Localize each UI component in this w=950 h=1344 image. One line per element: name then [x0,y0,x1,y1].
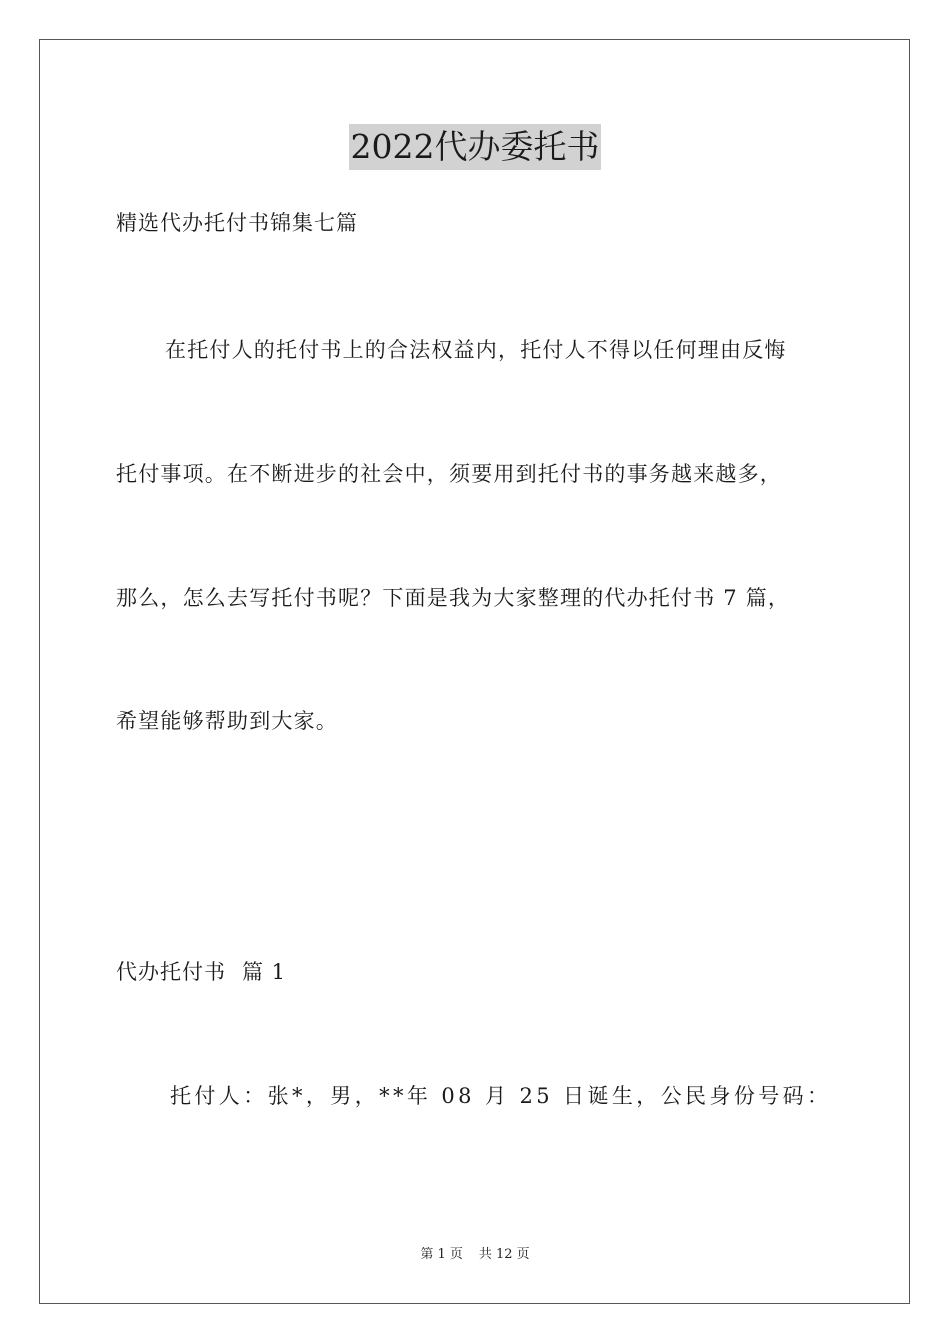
intro-paragraph-line-3: 那么，怎么去写托付书呢？下面是我为大家整理的代办托付书 7 篇， [116,586,791,610]
section-heading-text: 代办托付书 [116,960,226,984]
page-footer [0,1246,950,1264]
section-number: 篇 1 [242,960,287,984]
intro-paragraph-line-1: 在托付人的托付书上的合法权益内，托付人不得以任何理由反悔 [165,338,787,362]
document-title: 2022代办委托书 [349,124,602,170]
intro-paragraph-line-4: 希望能够帮助到大家。 [116,709,338,733]
intro-paragraph-line-2: 托付事项。在不断进步的社会中，须要用到托付书的事务越来越多， [116,462,782,486]
page-total: 共 12 页 [478,1247,530,1262]
page-current: 第 1 页 [420,1247,463,1262]
section-heading [116,957,286,987]
title-container [0,124,950,170]
document-subtitle: 精选代办托付书锦集七篇 [116,211,358,235]
section-first-line: 托付人：张*，男，**年 08 月 25 日诞生，公民身份号码： [170,1084,832,1108]
